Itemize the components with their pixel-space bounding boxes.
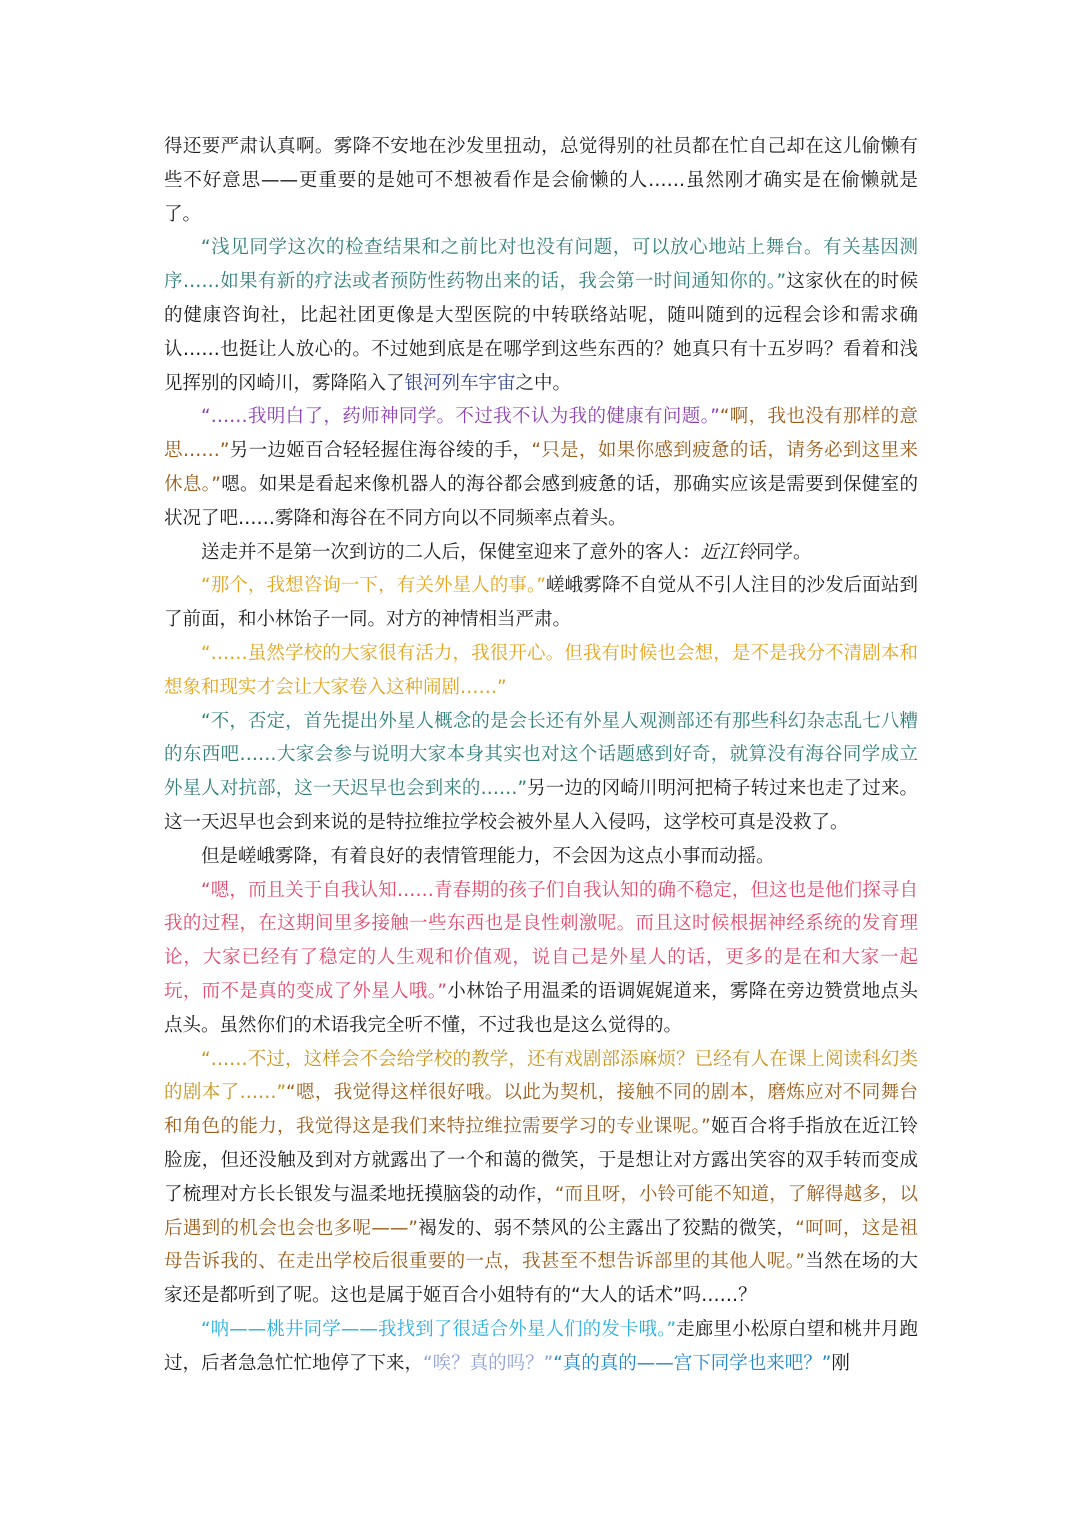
dialogue-kaiya: “……我明白了，药师神同学。不过我不认为我的健康有问题。” [201,406,720,428]
dialogue-himeyuri: “啊，我也没有那样的意思……” [164,406,919,462]
narration: 刚 [831,1352,850,1374]
highlight-phrase: 银河列车宇宙 [404,372,516,394]
dialogue-omi: “……虽然学校的大家很有活力，我很开心。但我有时候也会想，是不是我分不清剧本和想象和现实才会让大家卷入这种闹剧……” [164,642,918,698]
dialogue-himeyuri: “嗯，我觉得这样很好哦。以此为契机，接触不同的剧本，磨炼应对不同舞台和角色的能力，我觉得这是我们来特拉维拉需要学习的专业课呢。” [164,1082,918,1138]
narration: 姬百合将手指放在近江铃脸庞，但还没触及到对方就露出了一个和蔼的微笑，于是想让对方露出笑容的双手转而变成了梳理对方长长银发与温柔地抚摸脑袋的动作， [164,1116,918,1205]
narration: 小林饴子用温柔的语调娓娓道来，雾降在旁边赞赏地点头点头。虽然你们的术语我完全听不懂，不过我也是这么觉得的。 [164,980,918,1036]
dialogue-komatsubara: “呐——桃井同学——我找到了很适合外星人们的发卡哦。” [201,1318,677,1340]
narration: 走廊里小松原白望和桃井月跑过，后者急急忙忙地停了下来， [164,1318,918,1374]
dialogue-kobayashi: “嗯，而且关于自我认知……青春期的孩子们自我认知的确不稳定，但这也是他们探寻自我的过程，在这期间里多接触一些东西也是良性刺激呢。而且这时候根据神经系统的发育理论，大家已经有了稳定的人生观和价值观，说自己是外星人的话，更多的是在和大家一起玩，而不是真的变成了外星人哦。” [164,879,918,1002]
dialogue-omi: “那个，我想咨询一下，有关外星人的事。” [201,575,546,597]
narration: 另一边姬百合轻轻握住海谷绫的手， [229,440,532,462]
dialogue-himeyuri: “而且呀，小铃可能不知道，了解得越多，以后遇到的机会也会也多呢——” [164,1183,918,1239]
narration: 褐发的、弱不禁风的公主露出了狡黠的微笑， [417,1217,796,1239]
narration: 同学。 [756,541,812,563]
dialogue-himeyuri: “只是，如果你感到疲惫的话，请务必到这里来休息。” [164,440,918,495]
narration: 这家伙在的时候的健康咨询社，比起社团更像是大型医院的中转联络站呢，随叫随到的远程会诊和需求确认……也挺让人放心的。不过她到底是在哪学到这些东西的？她真只有十五岁吗？看着和浅见挥别的冈崎川，雾降陷入了 [164,271,918,394]
narration: 当然在场的大家还是都听到了呢。这也是属于姬百合小姐特有的“大人的话术”吗……？ [164,1251,918,1307]
paragraph-7 [164,705,918,840]
dialogue-okazakigawa: “浅见同学这次的检查结果和之前比对也没有问题，可以放心地站上舞台。有关基因测序……如果有新的疗法或者预防性药物出来的话，我会第一时间通知你的。” [164,237,918,293]
narration: 之中。 [515,372,572,394]
dialogue-okazakigawa: “不，否定，首先提出外星人概念的是会长还有外星人观测部还有那些科幻杂志乱七八糟的东西吧……大家会参与说明大家本身其实也对这个话题感到好奇，就算没有海谷同学成立外星人对抗部，这一天迟早也会到来的……” [164,710,918,800]
dialogue-himeyuri: “呵呵，这是祖母告诉我的、在走出学校后很重要的一点，我甚至不想告诉部里的其他人呢。” [164,1217,918,1273]
document-page [164,130,918,1380]
paragraph-8 [164,840,918,874]
paragraph-10 [164,1043,918,1313]
paragraph-9 [164,874,918,1043]
dialogue-momoi: “唉？真的吗？” [423,1352,554,1374]
paragraph-5 [164,569,918,637]
narration: 得还要严肃认真啊。雾降不安地在沙发里扭动，总觉得别的社员都在忙自己却在这儿偷懒有些不好意思——更重要的是她可不想被看作是会偷懒的人……虽然刚才确实是在偷懒就是了。 [164,136,918,225]
paragraph-2 [164,231,918,400]
paragraph-11 [164,1313,918,1381]
narration: 但是嵯峨雾降，有着良好的表情管理能力，不会因为这点小事而动摇。 [201,845,775,867]
paragraph-6 [164,637,918,705]
paragraph-3 [164,400,918,535]
narration: 另一边的冈崎川明河把椅子转过来也走了过来。这一天迟早也会到来说的是特拉维拉学校会被外星人入侵吗，这学校可真是没救了。 [164,778,918,833]
dialogue-omi: “……不过，这样会不会给学校的教学，还有戏剧部添麻烦？已经有人在课上阅读科幻类的剧本了……” [164,1048,918,1104]
dialogue-komatsubara: “真的真的——宫下同学也来吧？” [553,1352,832,1374]
character-name: 近江铃 [700,541,757,563]
paragraph-1 [164,130,918,231]
narration: 嵯峨雾降不自觉从不引人注目的沙发后面站到了前面，和小林饴子一同。对方的神情相当严肃。 [164,575,918,631]
narration: 送走并不是第一次到访的二人后，保健室迎来了意外的客人： [201,541,701,563]
paragraph-4 [164,536,918,570]
narration: 嗯。如果是看起来像机器人的海谷都会感到疲惫的话，那确实应该是需要到保健室的状况了吧……雾降和海谷在不同方向以不同频率点着头。 [164,473,918,529]
